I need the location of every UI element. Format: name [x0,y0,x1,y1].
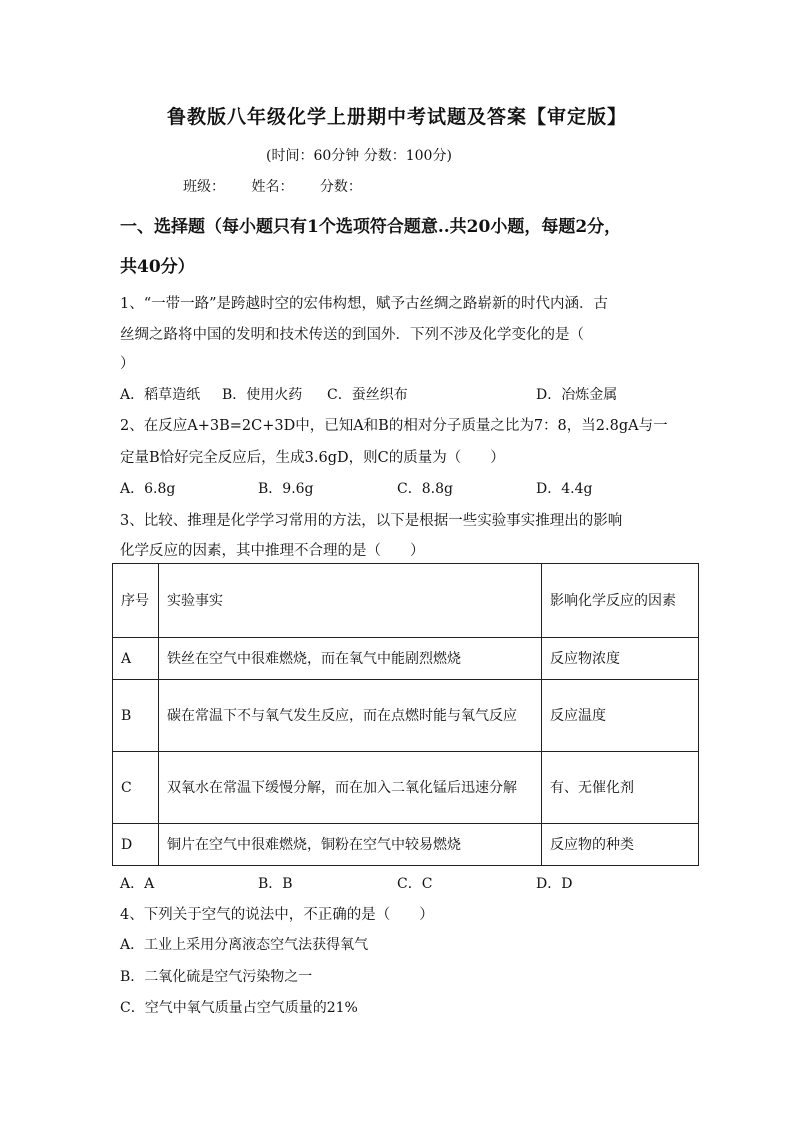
q2-option-a: A．6.8g [120,481,176,497]
q2-line-2: 定量B恰好完全反应后，生成3.6gD，则C的质量为（ ） [120,450,505,466]
q2-option-d: D．4.4g [536,481,593,497]
row-a-fact: 铁丝在空气中很难燃烧，而在氧气中能剧烈燃烧 [159,638,542,680]
exam-time-score: (时间：60分钟 分数：100分) [266,148,452,164]
q4-option-b: B．二氧化硫是空气污染物之一 [120,969,313,985]
table-row [113,824,699,866]
q1-option-c: C．蚕丝织布 [327,387,408,403]
q3-line-2: 化学反应的因素，其中推理不合理的是（ ） [120,543,425,559]
row-b-fact: 碳在常温下不与氧气发生反应，而在点燃时能与氧气反应 [159,680,542,752]
section-heading-cont: 共40分） [120,257,195,277]
row-a-index: A [113,638,159,680]
q3-option-a: A．A [120,876,155,892]
table-row [113,752,699,824]
q4-option-c: C．空气中氧气质量占空气质量的21% [120,1000,358,1016]
student-info-line: 班级： 姓名： 分数： [183,179,362,195]
q2-option-c: C．8.8g [397,481,453,497]
row-d-factor: 反应物的种类 [542,824,699,866]
table-row [113,638,699,680]
q3-option-d: D．D [536,876,573,892]
header-cell-fact: 实验事实 [159,564,542,638]
table-header-row [113,564,699,638]
q2-line-1: 2、在反应A+3B=2C+3D中，已知A和B的相对分子质量之比为7：8，当2.8gA与一 [120,418,668,434]
experiment-table [112,563,699,866]
q2-option-b: B．9.6g [258,481,314,497]
q1-option-d: D．冶炼金属 [536,387,618,403]
q4-line-1: 4、下列关于空气的说法中，不正确的是（ ） [120,907,434,923]
header-cell-factor: 影响化学反应的因素 [542,564,699,638]
row-c-index: C [113,752,159,824]
row-d-fact: 铜片在空气中很难燃烧，铜粉在空气中较易燃烧 [159,824,542,866]
row-b-factor: 反应温度 [542,680,699,752]
row-d-index: D [113,824,159,866]
q1-line-3: ） [120,356,135,372]
page-title: 鲁教版八年级化学上册期中考试题及答案【审定版】 [166,106,627,128]
q1-line-2: 丝绸之路将中国的发明和技术传送的到国外．下列不涉及化学变化的是（ [120,327,584,343]
row-c-factor: 有、无催化剂 [542,752,699,824]
q3-option-c: C．C [397,876,433,892]
row-a-factor: 反应物浓度 [542,638,699,680]
section-heading: 一、选择题（每小题只有1个选项符合题意..共20小题，每题2分， [120,217,622,237]
header-cell-index: 序号 [113,564,159,638]
q1-option-a: A．稻草造纸 [120,387,201,403]
row-b-index: B [113,680,159,752]
q3-option-b: B．B [258,876,293,892]
table-row [113,680,699,752]
q3-line-1: 3、比较、推理是化学学习常用的方法，以下是根据一些实验事实推理出的影响 [120,513,623,529]
row-c-fact: 双氧水在常温下缓慢分解，而在加入二氧化锰后迅速分解 [159,752,542,824]
q4-option-a: A．工业上采用分离液态空气法获得氧气 [120,937,369,953]
q1-option-b: B．使用火药 [222,387,303,403]
q1-line-1: 1、“一带一路”是跨越时空的宏伟构想，赋予古丝绸之路崭新的时代内涵．古 [120,296,609,312]
